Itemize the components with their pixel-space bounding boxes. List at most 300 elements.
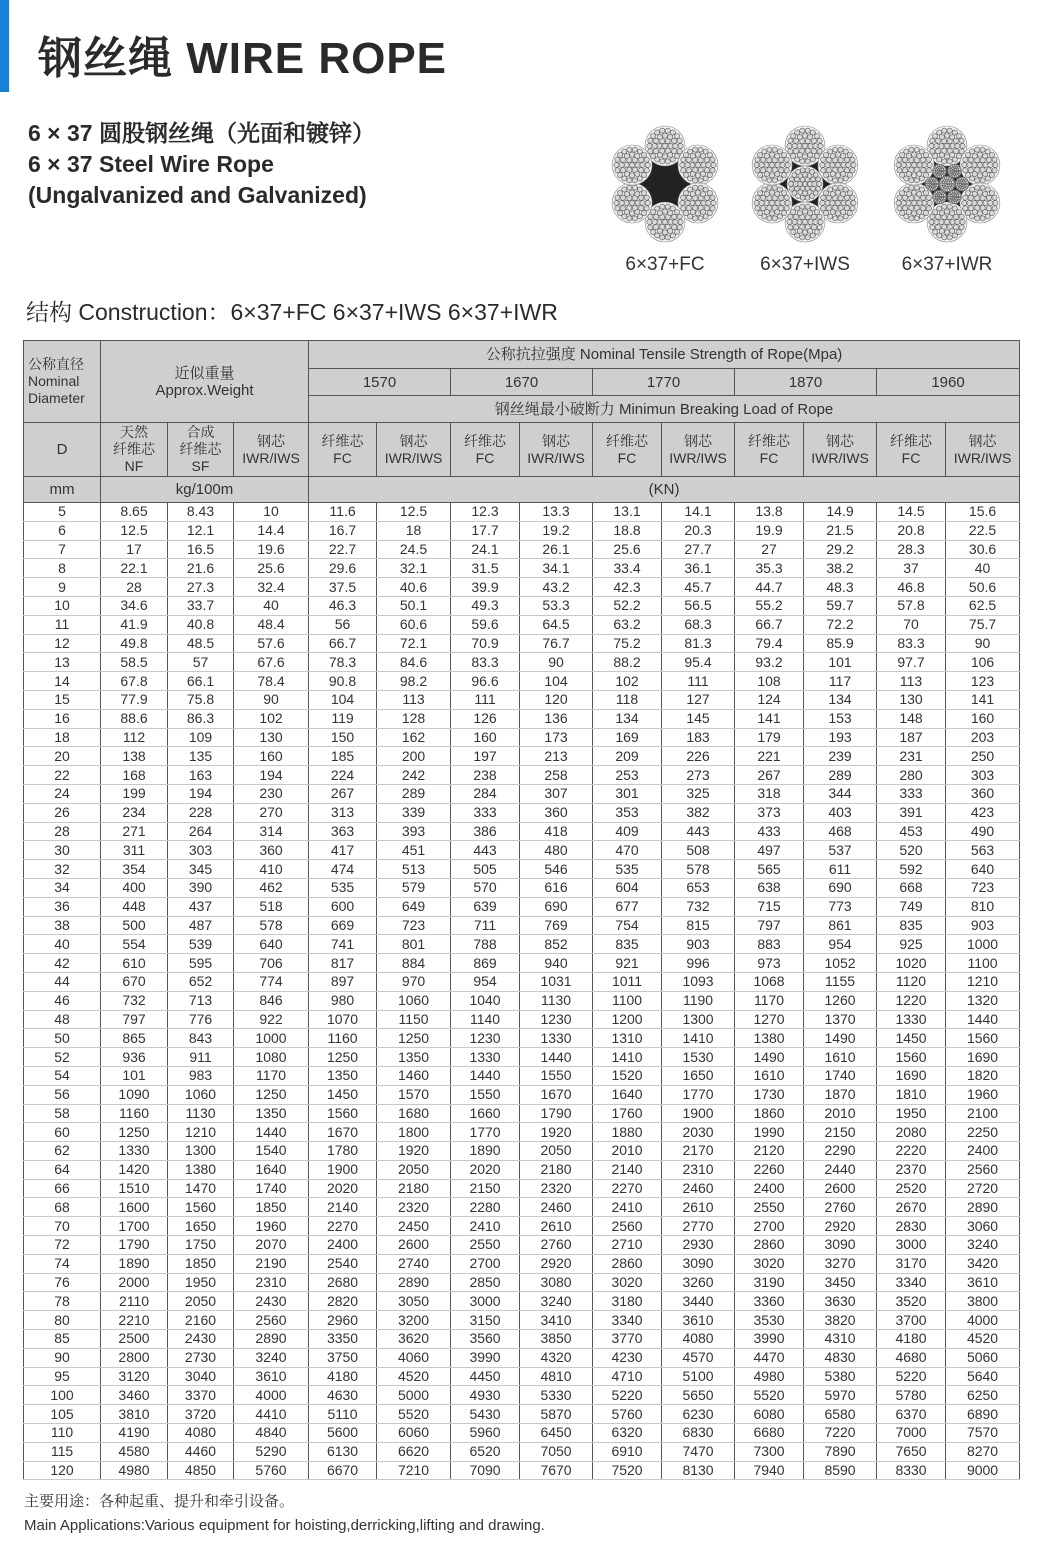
table-cell: 14 xyxy=(24,672,101,691)
table-cell: 640 xyxy=(234,935,309,954)
table-cell: 234 xyxy=(101,803,168,822)
table-cell: 109 xyxy=(168,728,234,747)
subheader-row xyxy=(24,423,1020,477)
table-cell: 136 xyxy=(520,709,593,728)
table-cell: 32.1 xyxy=(377,559,451,578)
table-cell: 5780 xyxy=(877,1386,946,1405)
table-cell: 85 xyxy=(24,1330,101,1349)
table-cell: 31.5 xyxy=(451,559,520,578)
table-cell: 18 xyxy=(377,521,451,540)
table-cell: 64 xyxy=(24,1160,101,1179)
table-cell: 2860 xyxy=(593,1254,662,1273)
table-cell: 3440 xyxy=(662,1292,735,1311)
unit-mm: mm xyxy=(24,477,101,503)
table-cell: 5330 xyxy=(520,1386,593,1405)
table-cell: 578 xyxy=(234,916,309,935)
table-cell: 1250 xyxy=(377,1029,451,1048)
table-cell: 817 xyxy=(309,954,377,973)
steel-core-header: 钢芯 IWR/IWS xyxy=(804,423,877,477)
table-cell: 1770 xyxy=(662,1085,735,1104)
table-row xyxy=(24,841,1020,860)
table-cell: 8 xyxy=(24,559,101,578)
table-cell: 1080 xyxy=(234,1048,309,1067)
table-cell: 2430 xyxy=(234,1292,309,1311)
table-cell: 3200 xyxy=(377,1311,451,1330)
table-cell: 1920 xyxy=(377,1142,451,1161)
table-cell: 1770 xyxy=(451,1123,520,1142)
table-cell: 2280 xyxy=(451,1198,520,1217)
table-cell: 46.8 xyxy=(877,578,946,597)
table-cell: 776 xyxy=(168,1010,234,1029)
table-cell: 6620 xyxy=(377,1442,451,1461)
table-cell: 4080 xyxy=(662,1330,735,1349)
table-cell: 595 xyxy=(168,954,234,973)
table-cell: 3360 xyxy=(735,1292,804,1311)
table-cell: 43.2 xyxy=(520,578,593,597)
table-cell: 48.3 xyxy=(804,578,877,597)
table-cell: 611 xyxy=(804,860,877,879)
table-cell: 861 xyxy=(804,916,877,935)
table-cell: 4080 xyxy=(168,1424,234,1443)
table-cell: 2220 xyxy=(877,1142,946,1161)
table-cell: 3090 xyxy=(662,1254,735,1273)
table-cell: 639 xyxy=(451,897,520,916)
table-cell: 108 xyxy=(735,672,804,691)
table-row xyxy=(24,615,1020,634)
table-cell: 169 xyxy=(593,728,662,747)
table-cell: 382 xyxy=(662,803,735,822)
diameter-header: 公称直径 Nominal Diameter xyxy=(24,341,101,423)
table-cell: 3270 xyxy=(804,1254,877,1273)
table-cell: 1370 xyxy=(804,1010,877,1029)
table-cell: 19.2 xyxy=(520,521,593,540)
table-cell: 353 xyxy=(593,803,662,822)
table-cell: 318 xyxy=(735,784,804,803)
table-cell: 604 xyxy=(593,878,662,897)
table-cell: 563 xyxy=(946,841,1020,860)
table-cell: 1450 xyxy=(877,1029,946,1048)
table-cell: 1410 xyxy=(593,1048,662,1067)
table-cell: 59.6 xyxy=(451,615,520,634)
table-cell: 101 xyxy=(804,653,877,672)
table-cell: 106 xyxy=(946,653,1020,672)
table-cell: 4230 xyxy=(593,1348,662,1367)
subtitle-zh: 6 × 37 圆股钢丝绳（光面和镀锌） xyxy=(28,120,375,146)
table-cell: 3810 xyxy=(101,1405,168,1424)
table-row xyxy=(24,747,1020,766)
table-cell: 238 xyxy=(451,766,520,785)
table-cell: 25.6 xyxy=(593,540,662,559)
table-cell: 79.4 xyxy=(735,634,804,653)
table-cell: 1560 xyxy=(946,1029,1020,1048)
table-cell: 480 xyxy=(520,841,593,860)
table-cell: 1410 xyxy=(662,1029,735,1048)
unit-load: (KN) xyxy=(309,477,1020,503)
table-cell: 333 xyxy=(877,784,946,803)
table-cell: 127 xyxy=(662,690,735,709)
table-cell: 1040 xyxy=(451,991,520,1010)
table-row xyxy=(24,784,1020,803)
table-cell: 49.3 xyxy=(451,596,520,615)
table-cell: 468 xyxy=(804,822,877,841)
table-cell: 311 xyxy=(101,841,168,860)
table-cell: 2860 xyxy=(735,1236,804,1255)
table-cell: 535 xyxy=(593,860,662,879)
table-cell: 46.3 xyxy=(309,596,377,615)
table-cell: 4570 xyxy=(662,1348,735,1367)
table-cell: 17.7 xyxy=(451,521,520,540)
table-cell: 1130 xyxy=(520,991,593,1010)
table-cell: 1270 xyxy=(735,1010,804,1029)
table-cell: 3340 xyxy=(877,1273,946,1292)
table-cell: 1250 xyxy=(101,1123,168,1142)
table-cell: 93.2 xyxy=(735,653,804,672)
table-cell: 723 xyxy=(946,878,1020,897)
table-cell: 1300 xyxy=(168,1142,234,1161)
table-row xyxy=(24,878,1020,897)
table-cell: 5520 xyxy=(377,1405,451,1424)
table-cell: 539 xyxy=(168,935,234,954)
table-cell: 40.6 xyxy=(377,578,451,597)
table-cell: 150 xyxy=(309,728,377,747)
table-cell: 2560 xyxy=(593,1217,662,1236)
table-cell: 4000 xyxy=(234,1386,309,1405)
table-cell: 5100 xyxy=(662,1367,735,1386)
table-cell: 1600 xyxy=(101,1198,168,1217)
table-cell: 239 xyxy=(804,747,877,766)
table-cell: 258 xyxy=(520,766,593,785)
table-cell: 194 xyxy=(234,766,309,785)
table-cell: 2210 xyxy=(101,1311,168,1330)
spec-table-body xyxy=(24,503,1020,1480)
table-cell: 13 xyxy=(24,653,101,672)
table-cell: 53.3 xyxy=(520,596,593,615)
table-cell: 7940 xyxy=(735,1461,804,1480)
table-cell: 393 xyxy=(377,822,451,841)
table-cell: 1490 xyxy=(735,1048,804,1067)
table-cell: 98.2 xyxy=(377,672,451,691)
table-cell: 20 xyxy=(24,747,101,766)
table-cell: 2120 xyxy=(735,1142,804,1161)
table-cell: 3800 xyxy=(946,1292,1020,1311)
table-cell: 749 xyxy=(877,897,946,916)
table-cell: 360 xyxy=(946,784,1020,803)
table-cell: 3720 xyxy=(168,1405,234,1424)
table-cell: 228 xyxy=(168,803,234,822)
table-cell: 6910 xyxy=(593,1442,662,1461)
table-cell: 3090 xyxy=(804,1236,877,1255)
table-cell: 17 xyxy=(101,540,168,559)
table-cell: 2150 xyxy=(451,1179,520,1198)
table-cell: 7210 xyxy=(377,1461,451,1480)
table-cell: 4680 xyxy=(877,1348,946,1367)
table-cell: 2010 xyxy=(593,1142,662,1161)
table-cell: 649 xyxy=(377,897,451,916)
table-cell: 2290 xyxy=(804,1142,877,1161)
table-cell: 15 xyxy=(24,690,101,709)
table-row xyxy=(24,672,1020,691)
table-row xyxy=(24,972,1020,991)
table-cell: 50 xyxy=(24,1029,101,1048)
table-cell: 2850 xyxy=(451,1273,520,1292)
table-cell: 7000 xyxy=(877,1424,946,1443)
table-cell: 56 xyxy=(24,1085,101,1104)
table-cell: 4180 xyxy=(877,1330,946,1349)
table-cell: 42 xyxy=(24,954,101,973)
table-cell: 7300 xyxy=(735,1442,804,1461)
table-cell: 78.4 xyxy=(234,672,309,691)
subtitle-en: 6 × 37 Steel Wire Rope xyxy=(28,151,274,177)
table-cell: 145 xyxy=(662,709,735,728)
table-cell: 128 xyxy=(377,709,451,728)
table-cell: 6890 xyxy=(946,1405,1020,1424)
table-cell: 423 xyxy=(946,803,1020,822)
table-cell: 3060 xyxy=(946,1217,1020,1236)
table-cell: 2610 xyxy=(662,1198,735,1217)
table-cell: 2320 xyxy=(377,1198,451,1217)
table-cell: 3610 xyxy=(946,1273,1020,1292)
table-cell: 231 xyxy=(877,747,946,766)
table-cell: 3610 xyxy=(662,1311,735,1330)
table-cell: 221 xyxy=(735,747,804,766)
table-cell: 2450 xyxy=(377,1217,451,1236)
table-cell: 4930 xyxy=(451,1386,520,1405)
table-cell: 3620 xyxy=(377,1330,451,1349)
table-cell: 409 xyxy=(593,822,662,841)
table-cell: 652 xyxy=(168,972,234,991)
table-cell: 1070 xyxy=(309,1010,377,1029)
table-row xyxy=(24,653,1020,672)
table-cell: 417 xyxy=(309,841,377,860)
table-cell: 70.9 xyxy=(451,634,520,653)
table-cell: 1610 xyxy=(804,1048,877,1067)
table-cell: 3770 xyxy=(593,1330,662,1349)
rope-fig-label: 6×37+FC xyxy=(625,254,705,275)
footer xyxy=(24,1490,545,1538)
table-cell: 135 xyxy=(168,747,234,766)
table-row xyxy=(24,1386,1020,1405)
table-cell: 111 xyxy=(451,690,520,709)
table-cell: 64.5 xyxy=(520,615,593,634)
table-cell: 111 xyxy=(662,672,735,691)
table-cell: 773 xyxy=(804,897,877,916)
table-cell: 36.1 xyxy=(662,559,735,578)
table-cell: 3240 xyxy=(520,1292,593,1311)
table-cell: 2710 xyxy=(593,1236,662,1255)
table-cell: 83.3 xyxy=(451,653,520,672)
table-cell: 373 xyxy=(735,803,804,822)
table-cell: 289 xyxy=(377,784,451,803)
table-cell: 1920 xyxy=(520,1123,593,1142)
table-cell: 1100 xyxy=(946,954,1020,973)
table-cell: 5970 xyxy=(804,1386,877,1405)
table-cell: 400 xyxy=(101,878,168,897)
table-cell: 101 xyxy=(101,1066,168,1085)
table-cell: 3750 xyxy=(309,1348,377,1367)
table-cell: 3080 xyxy=(520,1273,593,1292)
table-cell: 75.2 xyxy=(593,634,662,653)
table-cell: 1670 xyxy=(309,1123,377,1142)
table-cell: 1900 xyxy=(309,1160,377,1179)
table-cell: 90 xyxy=(234,690,309,709)
table-cell: 1650 xyxy=(662,1066,735,1085)
table-cell: 75.7 xyxy=(946,615,1020,634)
table-cell: 474 xyxy=(309,860,377,879)
table-cell: 271 xyxy=(101,822,168,841)
rope-fig-iwr xyxy=(882,122,1012,276)
table-cell: 1220 xyxy=(877,991,946,1010)
table-cell: 42.3 xyxy=(593,578,662,597)
table-row xyxy=(24,1010,1020,1029)
table-cell: 2100 xyxy=(946,1104,1020,1123)
table-row xyxy=(24,1254,1020,1273)
steel-core-header: 钢芯 IWR/IWS xyxy=(946,423,1020,477)
table-cell: 1011 xyxy=(593,972,662,991)
table-cell: 4580 xyxy=(101,1442,168,1461)
table-cell: 163 xyxy=(168,766,234,785)
table-cell: 1760 xyxy=(593,1104,662,1123)
table-cell: 2170 xyxy=(662,1142,735,1161)
table-row xyxy=(24,1217,1020,1236)
table-cell: 925 xyxy=(877,935,946,954)
table-cell: 883 xyxy=(735,935,804,954)
table-cell: 162 xyxy=(377,728,451,747)
table-cell: 1990 xyxy=(735,1123,804,1142)
table-cell: 40 xyxy=(234,596,309,615)
table-cell: 4450 xyxy=(451,1367,520,1386)
table-cell: 6680 xyxy=(735,1424,804,1443)
table-cell: 443 xyxy=(662,822,735,841)
table-cell: 345 xyxy=(168,860,234,879)
table-cell: 1330 xyxy=(451,1048,520,1067)
table-cell: 1740 xyxy=(804,1066,877,1085)
table-cell: 68 xyxy=(24,1198,101,1217)
table-cell: 903 xyxy=(662,935,735,954)
table-cell: 20.3 xyxy=(662,521,735,540)
table-cell: 59.7 xyxy=(804,596,877,615)
table-cell: 209 xyxy=(593,747,662,766)
table-cell: 616 xyxy=(520,878,593,897)
table-cell: 897 xyxy=(309,972,377,991)
table-cell: 1550 xyxy=(451,1085,520,1104)
table-cell: 390 xyxy=(168,878,234,897)
table-cell: 2050 xyxy=(520,1142,593,1161)
table-cell: 38 xyxy=(24,916,101,935)
table-cell: 1640 xyxy=(234,1160,309,1179)
table-cell: 1300 xyxy=(662,1010,735,1029)
table-cell: 448 xyxy=(101,897,168,916)
table-cell: 2730 xyxy=(168,1348,234,1367)
table-cell: 70 xyxy=(877,615,946,634)
table-cell: 1730 xyxy=(735,1085,804,1104)
table-cell: 1093 xyxy=(662,972,735,991)
table-cell: 168 xyxy=(101,766,168,785)
table-cell: 96.6 xyxy=(451,672,520,691)
table-cell: 41.9 xyxy=(101,615,168,634)
table-cell: 3120 xyxy=(101,1367,168,1386)
table-cell: 1850 xyxy=(234,1198,309,1217)
table-cell: 55.2 xyxy=(735,596,804,615)
table-cell: 1740 xyxy=(234,1179,309,1198)
table-cell: 1780 xyxy=(309,1142,377,1161)
table-row xyxy=(24,897,1020,916)
table-cell: 2830 xyxy=(877,1217,946,1236)
table-cell: 903 xyxy=(946,916,1020,935)
table-cell: 105 xyxy=(24,1405,101,1424)
table-cell: 60.6 xyxy=(377,615,451,634)
table-cell: 200 xyxy=(377,747,451,766)
table-cell: 1068 xyxy=(735,972,804,991)
table-cell: 453 xyxy=(877,822,946,841)
table-cell: 36 xyxy=(24,897,101,916)
table-cell: 95.4 xyxy=(662,653,735,672)
table-cell: 12.1 xyxy=(168,521,234,540)
table-cell: 418 xyxy=(520,822,593,841)
table-cell: 1250 xyxy=(234,1085,309,1104)
table-cell: 66.1 xyxy=(168,672,234,691)
table-row xyxy=(24,1029,1020,1048)
table-cell: 4710 xyxy=(593,1367,662,1386)
table-cell: 973 xyxy=(735,954,804,973)
table-cell: 1170 xyxy=(735,991,804,1010)
table-cell: 90 xyxy=(24,1348,101,1367)
table-row xyxy=(24,503,1020,522)
table-cell: 6320 xyxy=(593,1424,662,1443)
table-cell: 333 xyxy=(451,803,520,822)
table-cell: 16.5 xyxy=(168,540,234,559)
table-row xyxy=(24,1179,1020,1198)
table-cell: 14.4 xyxy=(234,521,309,540)
table-cell: 490 xyxy=(946,822,1020,841)
table-cell: 570 xyxy=(451,878,520,897)
grade-header: 1870 xyxy=(735,369,877,396)
table-cell: 940 xyxy=(520,954,593,973)
table-cell: 62.5 xyxy=(946,596,1020,615)
rope-fc-icon xyxy=(605,122,725,248)
table-cell: 197 xyxy=(451,747,520,766)
table-cell: 3190 xyxy=(735,1273,804,1292)
table-cell: 14.9 xyxy=(804,503,877,522)
table-cell: 76 xyxy=(24,1273,101,1292)
table-cell: 788 xyxy=(451,935,520,954)
table-cell: 5960 xyxy=(451,1424,520,1443)
table-cell: 160 xyxy=(451,728,520,747)
table-cell: 12.3 xyxy=(451,503,520,522)
table-cell: 2310 xyxy=(234,1273,309,1292)
table-cell: 3240 xyxy=(946,1236,1020,1255)
table-cell: 2370 xyxy=(877,1160,946,1179)
unit-weight: kg/100m xyxy=(101,477,309,503)
table-cell: 554 xyxy=(101,935,168,954)
table-cell: 119 xyxy=(309,709,377,728)
table-cell: 88.2 xyxy=(593,653,662,672)
table-cell: 76.7 xyxy=(520,634,593,653)
table-cell: 2020 xyxy=(451,1160,520,1179)
table-cell: 52 xyxy=(24,1048,101,1067)
table-cell: 1031 xyxy=(520,972,593,991)
table-cell: 160 xyxy=(234,747,309,766)
table-cell: 437 xyxy=(168,897,234,916)
table-cell: 78 xyxy=(24,1292,101,1311)
table-cell: 970 xyxy=(377,972,451,991)
table-cell: 120 xyxy=(24,1461,101,1480)
table-cell: 22.7 xyxy=(309,540,377,559)
table-row xyxy=(24,1160,1020,1179)
table-cell: 592 xyxy=(877,860,946,879)
table-cell: 2010 xyxy=(804,1104,877,1123)
grade-header: 1960 xyxy=(877,369,1020,396)
table-cell: 520 xyxy=(877,841,946,860)
